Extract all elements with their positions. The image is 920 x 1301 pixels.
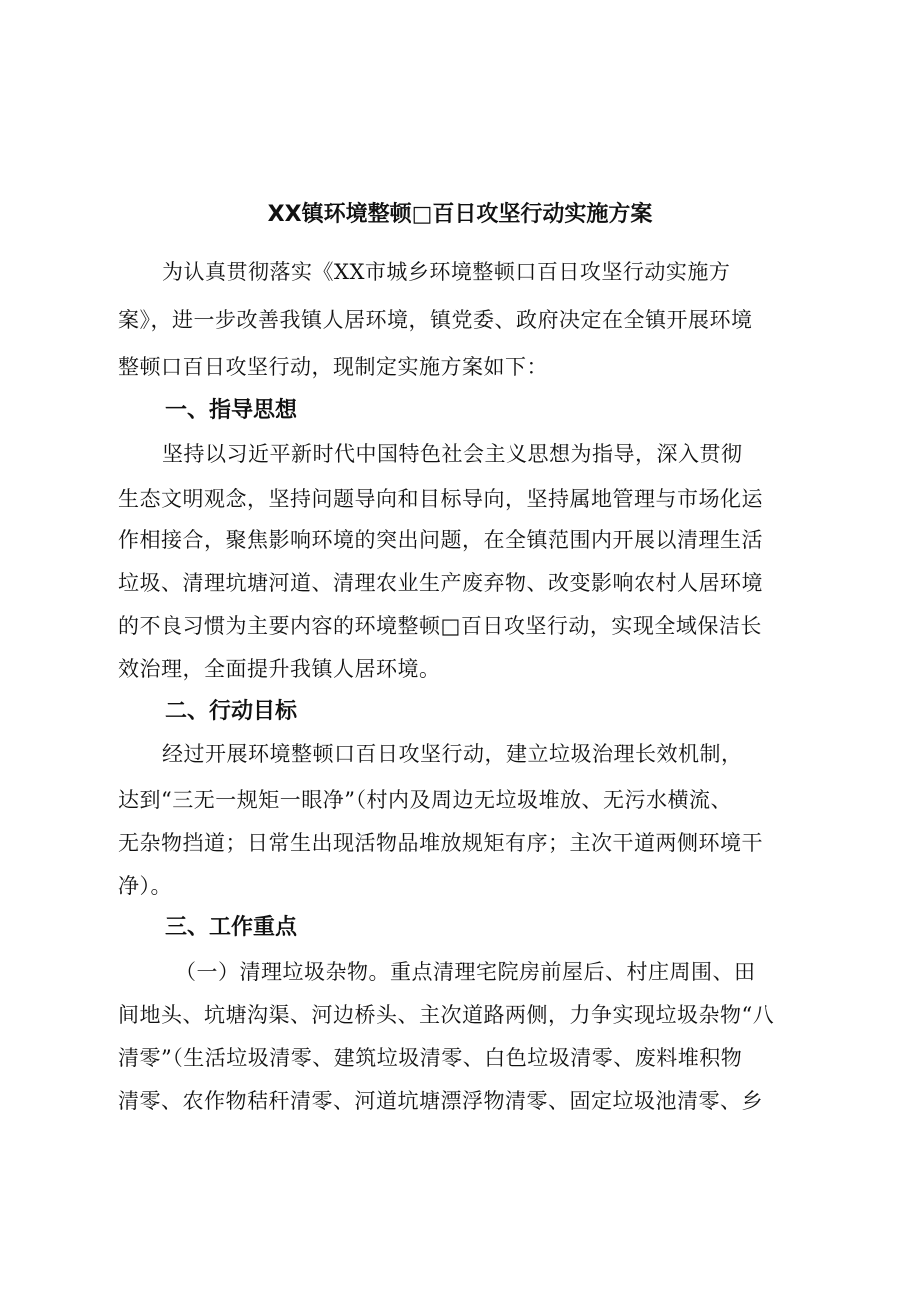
section-2-line-4: 净）。 — [118, 874, 172, 898]
section-1-line-1: 坚持以习近平新时代中国特色社会主义思想为指导，深入贯彻 — [162, 442, 743, 466]
section-3-line-1: （一）清理垃圾杂物。重点清理宅院房前屋后、村庄周围、田 — [175, 960, 756, 984]
section-1-line-6: 效治理，全面提升我镇人居环境。 — [118, 657, 441, 681]
section-1-line-5: 的不良习惯为主要内容的环境整顿□百日攻坚行动，实现全域保洁长 — [118, 614, 762, 638]
document-title: XX镇环境整顿□百日攻坚行动实施方案 — [267, 202, 653, 227]
intro-line-3: 整顿口百日攻坚行动，现制定实施方案如下： — [118, 355, 548, 379]
section-2-line-3: 无杂物挡道；日常生出现活物品堆放规矩有序；主次干道两侧环境干 — [118, 831, 763, 855]
section-1-line-3: 作相接合，聚焦影响环境的突出问题，在全镇范围内开展以清理生活 — [118, 528, 763, 552]
section-1-line-2: 生态文明观念，坚持问题导向和目标导向，坚持属地管理与市场化运 — [118, 487, 763, 511]
intro-line-1: 为认真贯彻落实《XX市城乡环境整顿口百日攻坚行动实施方 — [162, 260, 731, 284]
section-2-line-2: 达到“三无一规矩一眼净”（村内及周边无垃圾堆放、无污水横流、 — [118, 788, 732, 812]
intro-line-2: 案》，进一步改善我镇人居环境，镇党委、政府决定在全镇开展环境 — [118, 308, 753, 332]
section-3-line-4: 清零、农作物秸秆清零、河道坑塘漂浮物清零、固定垃圾池清零、乡 — [118, 1089, 763, 1113]
section-2-heading: 二、行动目标 — [165, 699, 298, 724]
section-2-line-1: 经过开展环境整顿口百日攻坚行动，建立垃圾治理长效机制， — [162, 742, 743, 766]
section-3-heading: 三、工作重点 — [165, 915, 298, 940]
section-1-heading: 一、指导思想 — [165, 398, 298, 423]
section-3-line-3: 清零”（生活垃圾清零、建筑垃圾清零、白色垃圾清零、废料堆积物 — [118, 1046, 743, 1070]
section-3-line-2: 间地头、坑塘沟渠、河边桥头、主次道路两侧，力争实现垃圾杂物“八 — [118, 1003, 775, 1027]
section-1-line-4: 垃圾、清理坑塘河道、清理农业生产废弃物、改变影响农村人居环境 — [118, 571, 763, 595]
